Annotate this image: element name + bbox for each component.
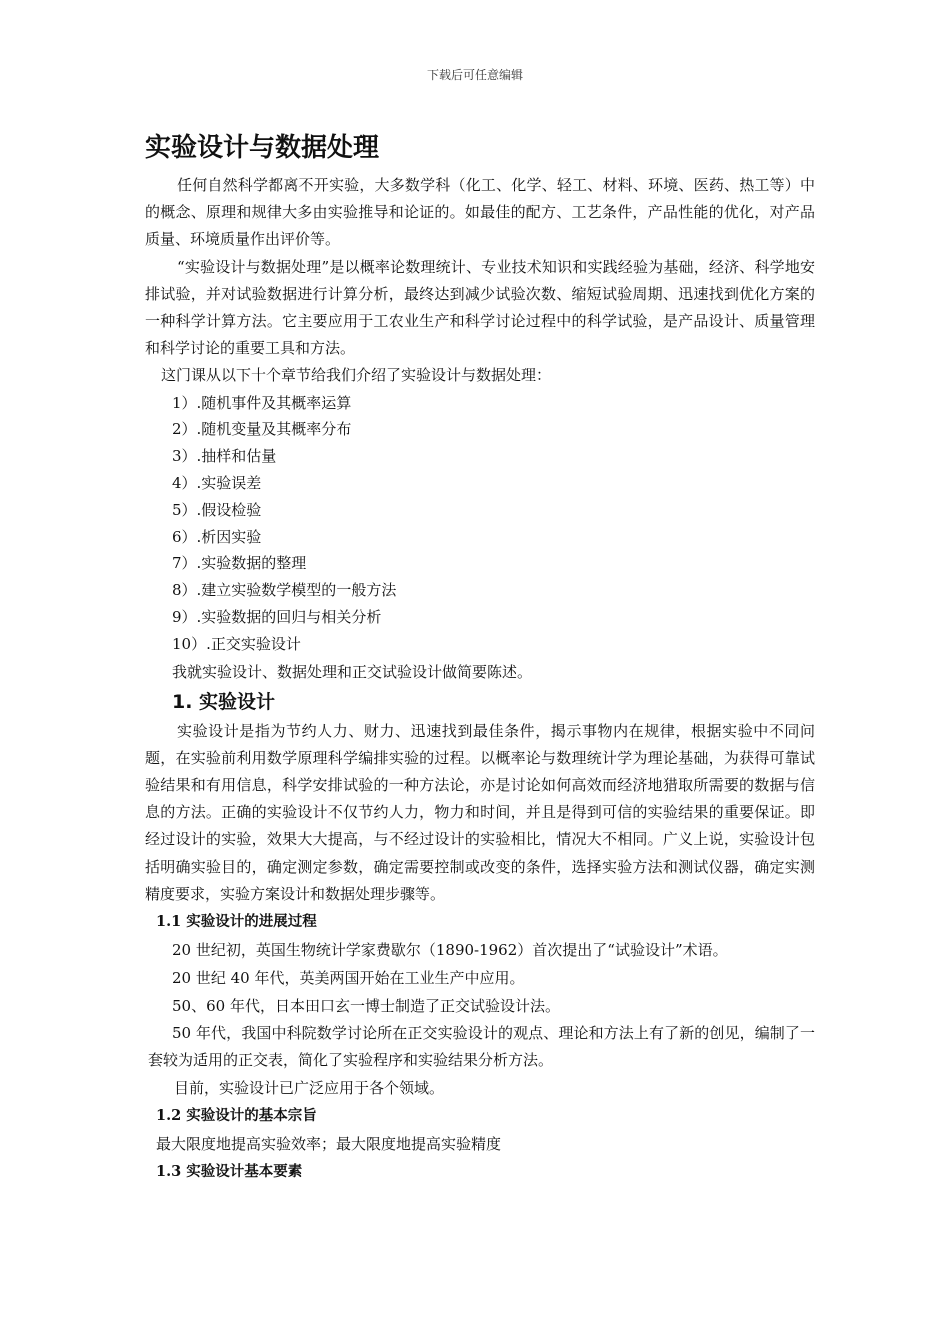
chapter-item: 9）.实验数据的回归与相关分析	[172, 608, 382, 626]
history-line-5: 目前，实验设计已广泛应用于各个领域。	[174, 1079, 445, 1098]
history-line-2: 20 世纪 40 年代，英美两国开始在工业生产中应用。	[172, 969, 525, 988]
chapter-item: 5）.假设检验	[172, 500, 262, 519]
subsection-heading-1-1: 1.1 实验设计的进展过程	[156, 913, 317, 931]
chapter-item: 2）.随机变量及其概率分布	[172, 420, 352, 439]
chapter-item: 10）.正交实验设计	[172, 634, 301, 653]
chapter-item: 6）.析因实验	[172, 527, 262, 546]
chapter-item: 3）.抽样和估量	[172, 447, 277, 466]
chapter-list	[145, 390, 815, 658]
subsection-heading-1-2: 1.2 实验设计的基本宗旨	[156, 1107, 317, 1125]
summary-line: 我就实验设计、数据处理和正交试验设计做简要陈述。	[172, 662, 533, 681]
chapter-item: 7）.实验数据的整理	[172, 554, 307, 573]
subsection-heading-1-3: 1.3 实验设计基本要素	[156, 1163, 303, 1181]
intro-paragraph-3: 这门课从以下十个章节给我们介绍了实验设计与数据处理：	[161, 366, 552, 385]
chapter-item: 4）.实验误差	[172, 474, 262, 493]
section-1-paragraph: 实验设计是指为节约人力、财力、迅速找到最佳条件，揭示事物内在规律，根据实验中不同问题，在实验前利用数学原理科学编排实验的过程。以概率论与数理统计学为理论基础，为获得可靠试验结果和有用信息，科学安排试验的一种方法论，亦是讨论如何高效而经济地猎取所需要的数据与信息的方法。正确的实验设计不仅节约人力，物力和时间，并且是得到可信的实验结果的重要保证。即经过设计的实验，效果大大提高，与不经过设计的实验相比，情况大不相同。广义上说，实验设计包括明确实验目的，确定测定参数，确定需要控制或改变的条件，选择实验方法和测试仪器，确定实测精度要求，实验方案设计和数据处理步骤等。	[145, 721, 815, 903]
chapter-item: 8）.建立实验数学模型的一般方法	[172, 581, 397, 600]
chapter-item: 1）.随机事件及其概率运算	[172, 393, 352, 412]
history-line-1: 20 世纪初，英国生物统计学家费歇尔（1890-1962）首次提出了“试验设计”术语。	[172, 941, 728, 960]
intro-paragraph-2: “实验设计与数据处理”是以概率论数理统计、专业技术知识和实践经验为基础，经济、科学地安排试验，并对试验数据进行计算分析，最终达到减少试验次数、缩短试验周期、迅速找到优化方案的一种科学计算方法。它主要应用于工农业生产和科学讨论过程中的科学试验，是产品设计、质量管理和科学讨论的重要工具和方法。	[145, 257, 815, 358]
history-line-4: 50 年代，我国中科院数学讨论所在正交实验设计的观点、理论和方法上有了新的创见，编制了一套较为适用的正交表，简化了实验程序和实验结果分析方法。	[148, 1024, 815, 1070]
document-title: 实验设计与数据处理	[145, 133, 380, 163]
history-line-3: 50、60 年代，日本田口玄一博士制造了正交试验设计法。	[172, 997, 560, 1016]
header-note: 下载后可任意编辑	[426, 68, 523, 82]
intro-paragraph-1: 任何自然科学都离不开实验，大多数学科（化工、化学、轻工、材料、环境、医药、热工等）中的概念、原理和规律大多由实验推导和论证的。如最佳的配方、工艺条件，产品性能的优化，对产品质量、环境质量作出评价等。	[145, 176, 815, 249]
document-body	[145, 128, 815, 1186]
purpose-line: 最大限度地提高实验效率；最大限度地提高实验精度	[156, 1135, 502, 1154]
section-heading-1: 1. 实验设计	[172, 690, 276, 713]
